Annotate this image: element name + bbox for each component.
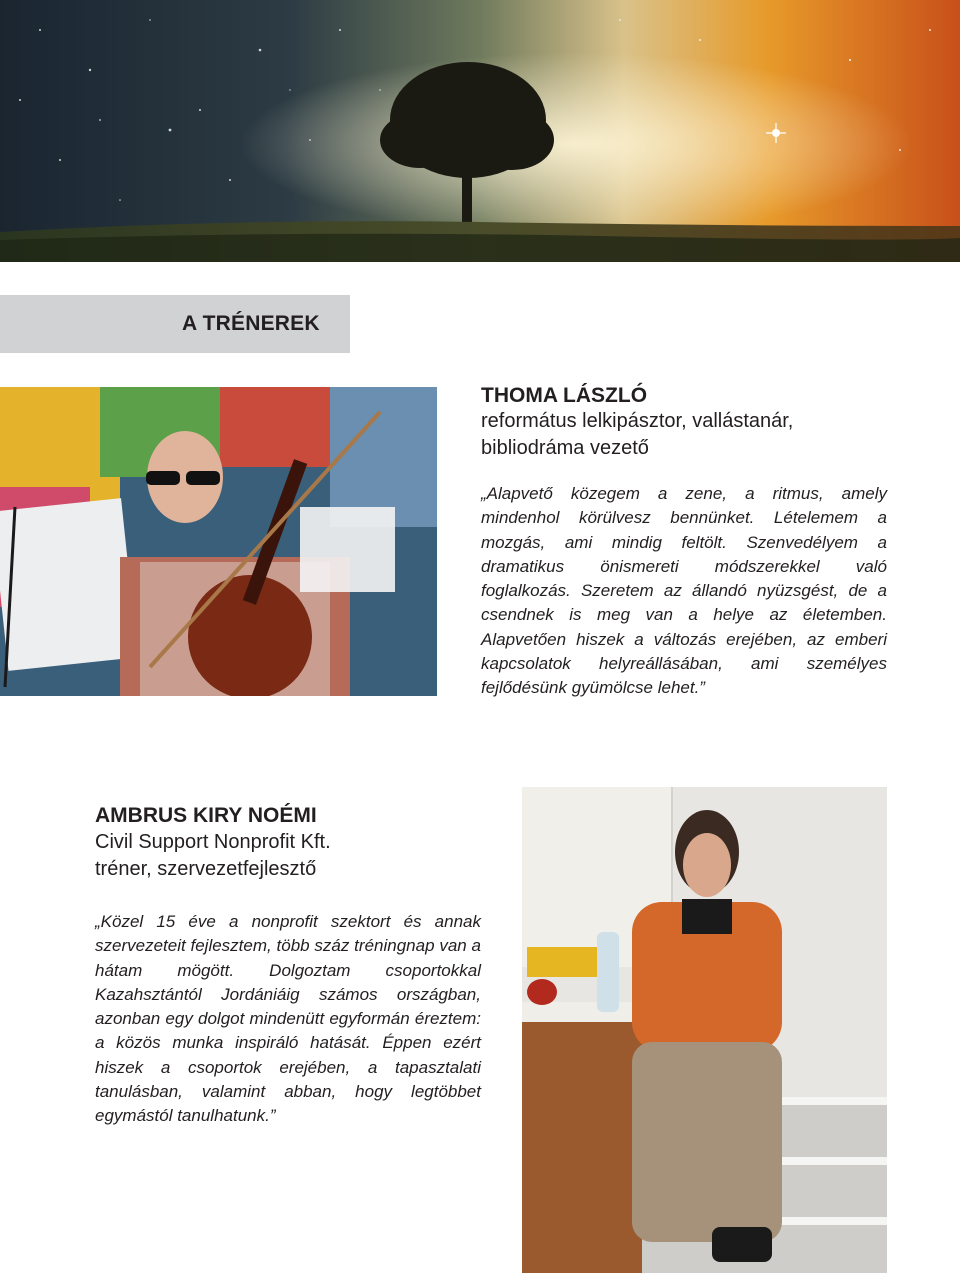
trainer-name: AMBRUS KIRY NOÉMI <box>95 804 317 827</box>
trainer-role-line2: bibliodráma vezető <box>481 437 649 459</box>
trainer-role <box>481 408 921 462</box>
trainer-role <box>95 829 515 883</box>
trainer-role-line2: tréner, szervezetfejlesztő <box>95 858 317 880</box>
header-banner-image <box>0 0 960 262</box>
trainer-name: THOMA LÁSZLÓ <box>481 384 648 407</box>
trainer-quote: „Alapvető közegem a zene, a ritmus, amely mindenhol körülvesz bennünket. Lételemem a mozgás, ami mindig feltölt. Szenvedélyem a dramatikus önismereti módszerekkel való foglalkozás. Szeretem az állandó nyüzsgést, de a csendnek is meg van a helye az életemben. Alapvetően hiszek a változás erejében, az emberi kapcsolatok helyreállásában, ami személyes fejlődésünk gyümölcse lehet.” <box>481 484 887 698</box>
trainer-role-line1: Civil Support Nonprofit Kft. <box>95 831 331 853</box>
trainer-role-line1: református lelkipásztor, vallástanár, <box>481 410 794 432</box>
trainer-quote: „Közel 15 éve a nonprofit szektort és annak szervezeteit fejlesztem, több száz tréningnap van a hátam mögött. Dolgoztam csoportokkal Kazahsztántól Jordániáig számos országban, azonban egy dolgot mindenütt egyformán éreztem: a közös munka inspiráló hatását. Éppen ezért hiszek a csoportok erejében, a tapasztalati tanulásban, valamint abban, hogy legtöbbet egymástól tanulhatunk.” <box>95 912 481 1126</box>
trainer-photo-ambrus <box>522 787 887 1273</box>
trainer-photo-thoma <box>0 387 437 696</box>
section-title: A TRÉNEREK <box>182 312 320 335</box>
